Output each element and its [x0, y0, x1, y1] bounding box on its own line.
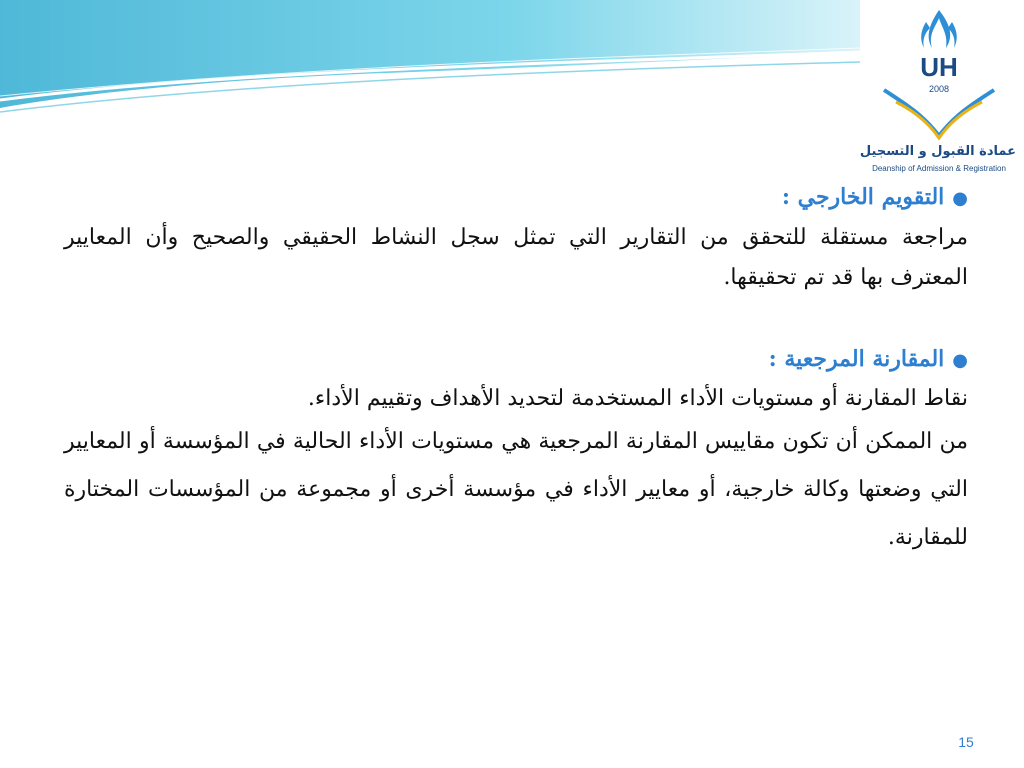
bullet-icon: ●	[952, 350, 968, 371]
heading-text: المقارنة المرجعية :	[768, 346, 945, 372]
heading-text: التقويم الخارجي :	[781, 184, 945, 210]
benchmarking-details: من الممكن أن تكون مقاييس المقارنة المرجعية هي مستويات الأداء الحالية في المؤسسة أو المعايير التي وضعتها وكالة خارجية، أو معايير الأداء في مؤسسة أخرى أو مجموعة من المؤسسات المختارة للمقارنة.	[64, 429, 968, 550]
definition-external-evaluation: مراجعة مستقلة للتحقق من التقارير التي تمثل سجل النشاط الحقيقي والصحيح وأن المعايير المعترف بها قد تم تحقيقها.	[64, 225, 968, 290]
university-logo	[859, 4, 1018, 184]
definition-benchmarking: نقاط المقارنة أو مستويات الأداء المستخدمة لتحديد الأهداف وتقييم الأداء.	[307, 386, 968, 411]
section-spacer	[64, 298, 968, 340]
header-wave-decoration	[0, 0, 860, 120]
logo-mark-year: 2008	[928, 84, 950, 94]
section-heading-benchmarking	[64, 340, 968, 380]
slide-content	[64, 178, 968, 562]
logo-mark-text: UH	[920, 52, 958, 82]
slide-page-number: 15	[958, 734, 974, 750]
uh-logo-mark	[876, 4, 1002, 144]
logo-english-name: Deanship of Admission & Registration	[872, 164, 1006, 173]
logo-arabic-name: عمادة القبول و التسجيل	[859, 144, 1016, 159]
section-heading-external-evaluation	[64, 178, 968, 218]
bullet-icon: ●	[952, 188, 968, 209]
